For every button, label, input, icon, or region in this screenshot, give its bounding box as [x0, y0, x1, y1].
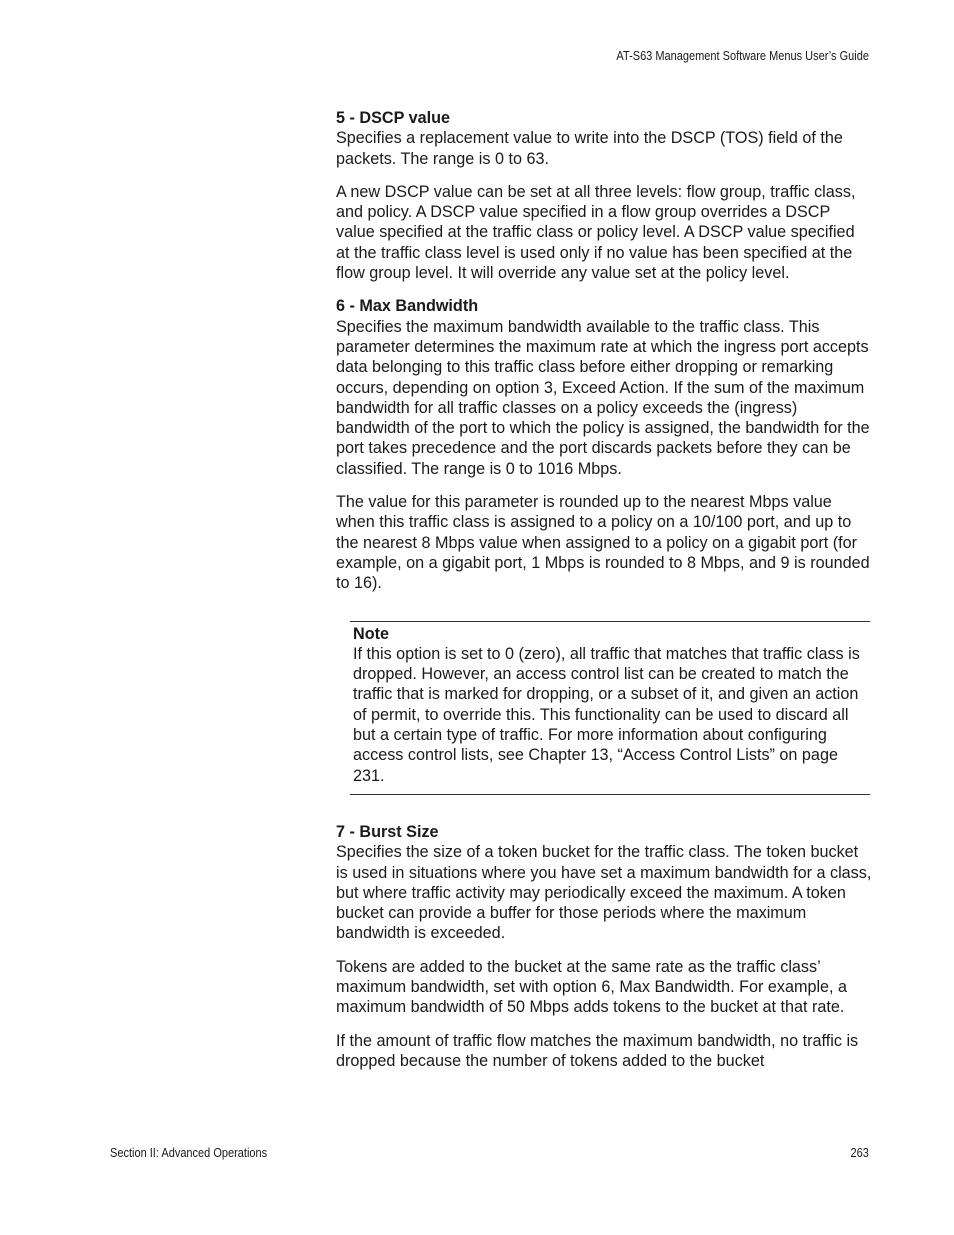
max-bandwidth-section — [336, 296, 872, 593]
dscp-paragraph-1: Specifies a replacement value to write into the DSCP (TOS) field of the packets. The range is 0 to 63. — [336, 129, 843, 168]
burst-size-section — [336, 822, 872, 1071]
note-box — [350, 621, 870, 795]
burst-size-paragraph-2: Tokens are added to the bucket at the same rate as the traffic class’ maximum bandwidth, set with option 6, Max Bandwidth. For example, a maximum bandwidth of 50 Mbps adds tokens to the bucket at that rate. — [336, 957, 848, 1017]
footer-section-title: Section II: Advanced Operations — [110, 1146, 268, 1160]
note-text: If this option is set to 0 (zero), all traffic that matches that traffic class is dropped. However, an access control list can be created to match the traffic that is marked for dropping, or a subset of it, and given an action of permit, to override this. This functionality can be used to discard all but a certain type of traffic. For more information about configuring access control lists, see Chapter 13, “Access Control Lists” on page 231. — [353, 644, 860, 785]
page-body — [336, 108, 872, 1084]
max-bandwidth-paragraph-2: The value for this parameter is rounded up to the nearest Mbps value when this traffic class is assigned to a policy on a 10/100 port, and up to the nearest 8 Mbps value when assigned to a policy on a gigabit port (for example, on a gigabit port, 1 Mbps is rounded to 8 Mbps, and 9 is rounded to 16). — [336, 493, 870, 593]
page-number: 263 — [850, 1146, 869, 1160]
dscp-heading: 5 - DSCP value — [336, 109, 450, 127]
burst-size-paragraph-1: Specifies the size of a token bucket for the traffic class. The token bucket is used in situations where you have set a maximum bandwidth for a class, but where traffic activity may periodically exceed the maximum. A token bucket can provide a buffer for those periods where the maximum bandwidth is exceeded. — [336, 843, 872, 943]
dscp-section — [336, 108, 872, 283]
dscp-paragraph-2: A new DSCP value can be set at all three levels: flow group, traffic class, and policy. A DSCP value specified in a flow group overrides a DSCP value specified at the traffic class or policy level. A DSCP value specified at the traffic class level is used only if no value has been specified at the flow group level. It will override any value set at the policy level. — [336, 182, 856, 283]
burst-size-paragraph-3: If the amount of traffic flow matches the maximum bandwidth, no traffic is dropped because the number of tokens added to the bucket — [336, 1031, 859, 1070]
note-title: Note — [353, 624, 389, 643]
max-bandwidth-paragraph-1: Specifies the maximum bandwidth available to the traffic class. This parameter determines the maximum rate at which the ingress port accepts data belonging to this traffic class before either dropping or remarking occurs, depending on option 3, Exceed Action. If the sum of the maximum bandwidth for all traffic classes on a policy exceeds the (ingress) bandwidth of the port to which the policy is assigned, the bandwidth for the port takes precedence and the port discards packets before they can be classified. The range is 0 to 1016 Mbps. — [336, 317, 870, 478]
burst-size-heading: 7 - Burst Size — [336, 822, 439, 841]
max-bandwidth-heading: 6 - Max Bandwidth — [336, 297, 479, 316]
running-header: AT-S63 Management Software Menus User’s Guide — [616, 49, 869, 63]
